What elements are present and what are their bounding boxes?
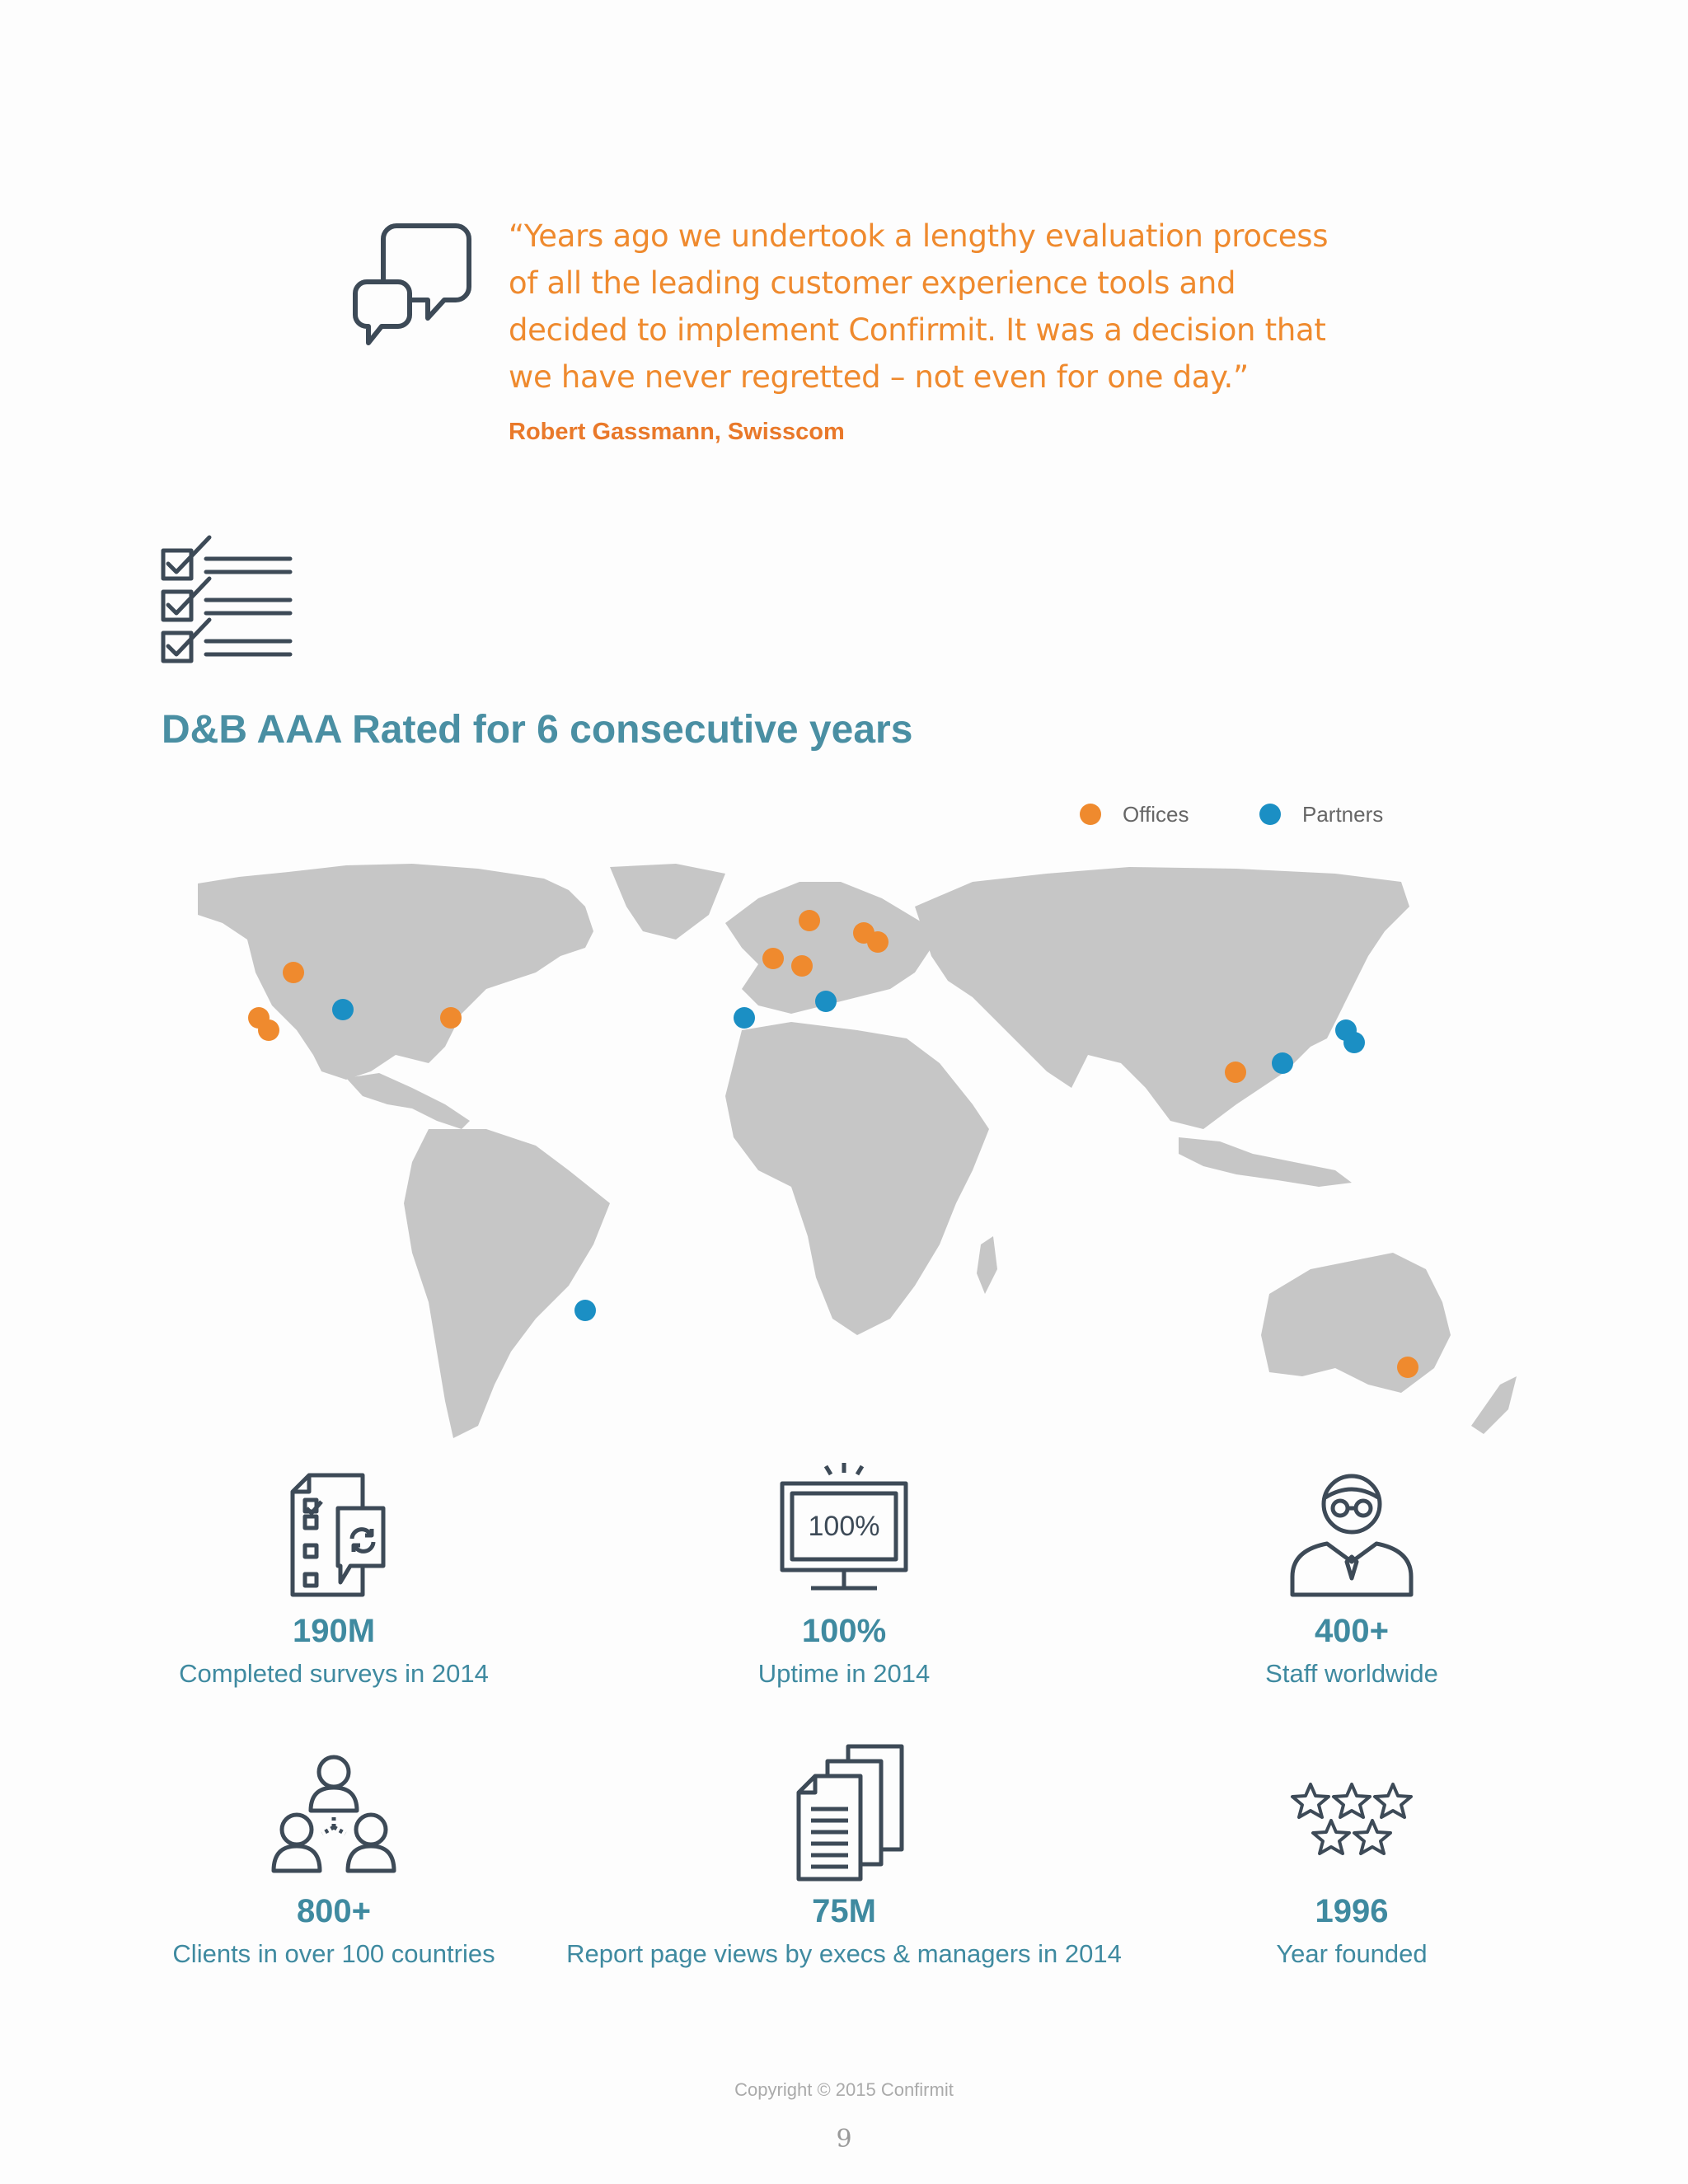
survey-document-icon [260,1463,408,1603]
land-greenland [610,864,725,940]
office-marker [283,962,304,983]
stat-founded [1063,1743,1640,1971]
partner-marker [1272,1052,1293,1074]
land-africa [725,1022,989,1335]
stat-label: Staff worldwide [1265,1659,1438,1688]
office-marker [799,910,820,931]
speech-bubbles-icon [350,221,482,353]
stat-value: 190M [292,1613,376,1649]
office-marker [1225,1062,1246,1083]
legend-partners [1259,798,1383,831]
legend-offices [1080,798,1189,831]
map-land [198,864,1517,1438]
land-madagascar [977,1236,997,1294]
stat-label: Uptime in 2014 [757,1659,931,1688]
office-marker [762,948,784,969]
stat-uptime [556,1463,1132,1690]
stat-label: Year founded [1276,1939,1428,1968]
land-new-zealand [1471,1376,1517,1434]
stat-value: 400+ [1314,1613,1390,1649]
quote-text: “Years ago we undertook a lengthy evaluation process of all the leading customer experience tools and decided to implement Confirmit. It was a decision that we have never regretted – not even for one day.” [509,218,1329,395]
partner-marker [574,1300,596,1321]
land-south-america [404,1129,610,1438]
rating-title: D&B AAA Rated for 6 consecutive years [162,708,913,752]
stat-label: Completed surveys in 2014 [179,1659,489,1688]
stat-surveys [45,1463,622,1690]
legend-partners-dot [1259,804,1281,825]
partner-marker [332,999,354,1020]
office-marker [440,1007,462,1029]
page-number: 9 [836,2125,852,2154]
land-australia [1261,1253,1451,1393]
legend-offices-dot [1080,804,1101,825]
office-marker [1397,1357,1418,1378]
land-indonesia [1179,1137,1352,1187]
stars-icon [1278,1743,1426,1883]
monitor-icon [770,1463,918,1603]
land-north-america [198,864,593,1080]
monitor-screen-text: 100% [808,1511,880,1542]
stat-clients [45,1743,622,1971]
documents-icon [770,1743,918,1883]
office-marker [867,931,889,953]
person-icon [1278,1463,1426,1603]
partner-marker [734,1007,755,1029]
world-map [99,857,1599,1451]
checklist-icon [158,534,298,674]
stat-value: 1996 [1315,1893,1389,1929]
stat-label: Report page views by execs & managers in 2014 [566,1939,1122,1968]
stat-staff [1063,1463,1640,1690]
partner-marker [1343,1032,1365,1053]
office-marker [791,955,813,977]
stat-value: 100% [801,1613,887,1649]
land-central-america [346,1073,470,1129]
stat-label: Clients in over 100 countries [172,1939,495,1968]
stat-value: 75M [812,1893,876,1929]
stat-value: 800+ [296,1893,372,1929]
partner-marker [815,991,837,1012]
legend-partners-label: Partners [1302,801,1384,827]
stat-report-views [556,1743,1132,1971]
quote-author: Robert Gassmann, Swisscom [509,419,845,445]
copyright: Copyright © 2015 Confirmit [734,2079,954,2100]
people-network-icon [260,1743,408,1883]
legend-offices-label: Offices [1123,801,1189,827]
office-marker [258,1019,279,1041]
